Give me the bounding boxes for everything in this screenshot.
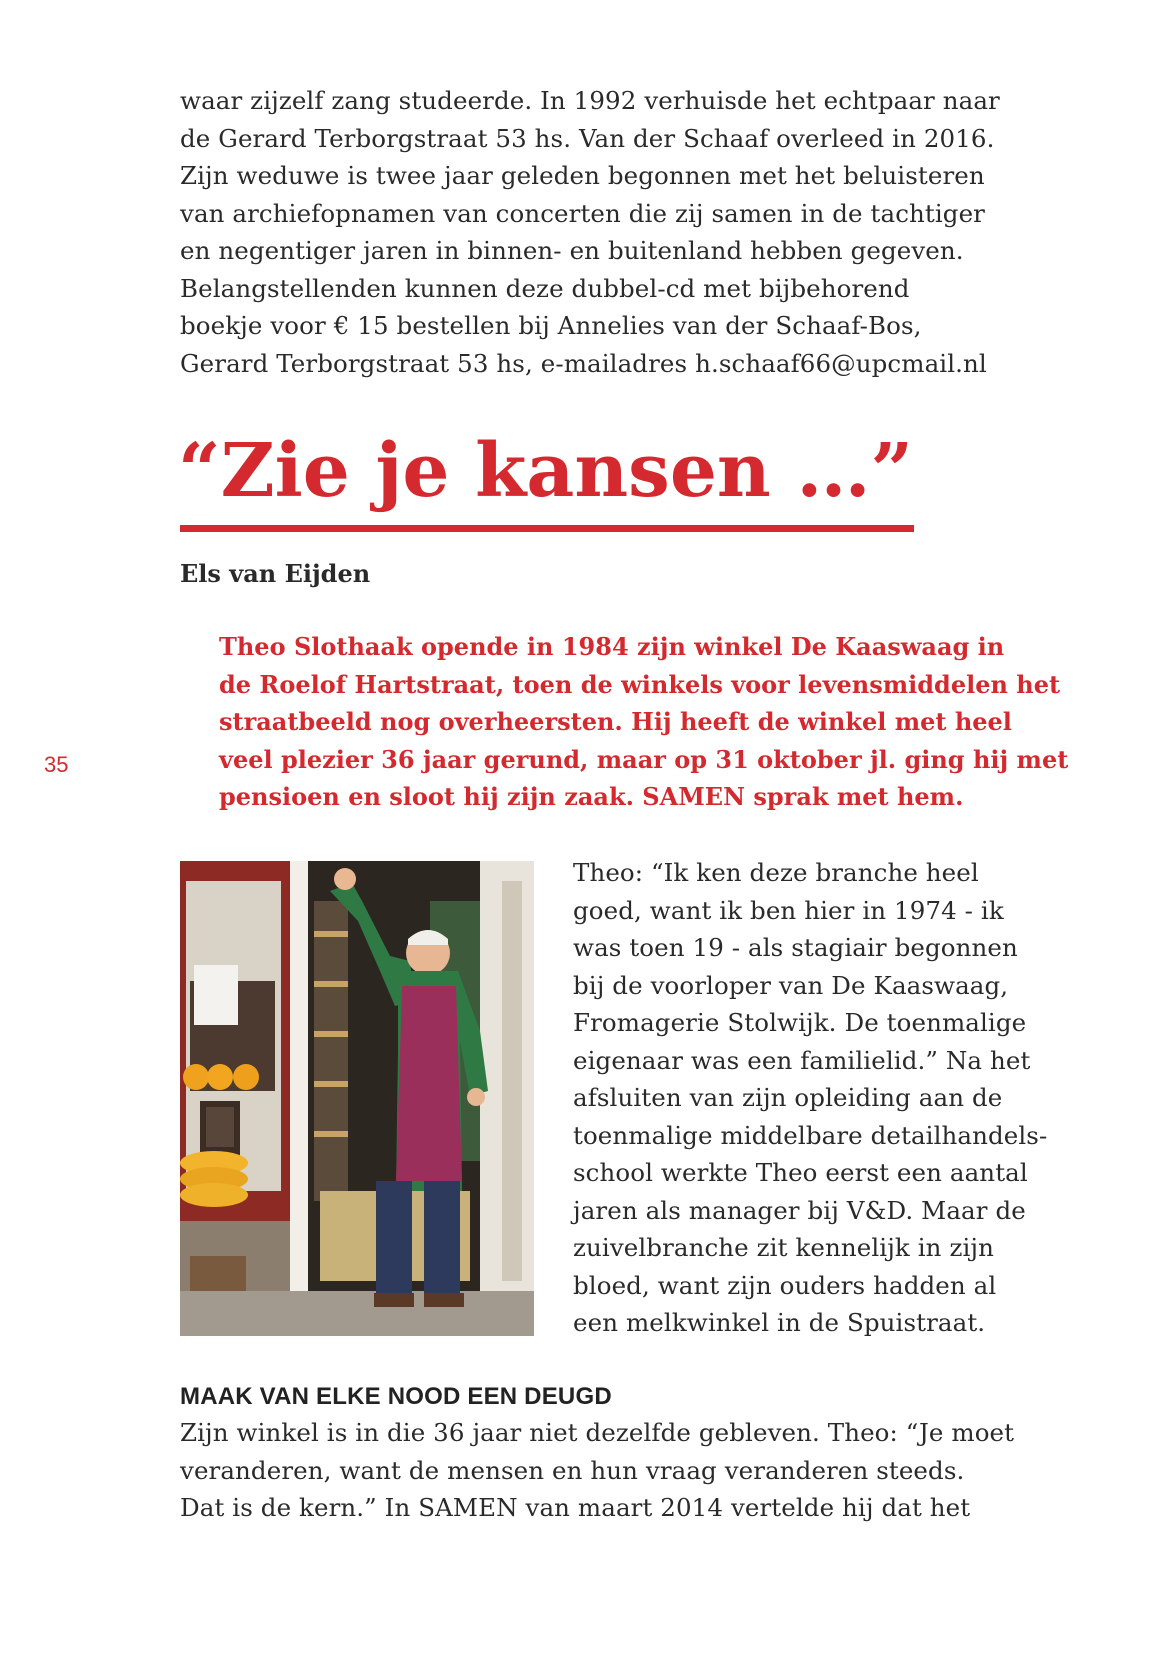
text-line: Theo: “Ik ken deze branche heel	[573, 858, 979, 887]
text-line: Dat is de kern.” In SAMEN van maart 2014 vertelde hij dat het	[180, 1493, 971, 1522]
text-line: Zijn winkel is in die 36 jaar niet dezelfde gebleven. Theo: “Je moet	[180, 1418, 1015, 1447]
shop-owner-photo	[180, 861, 534, 1336]
lead-line: Theo Slothaak opende in 1984 zijn winkel De Kaaswaag in	[219, 632, 1005, 661]
lead-paragraph	[219, 628, 1119, 816]
article-author: Els van Eijden	[180, 559, 371, 588]
text-line: Fromagerie Stolwijk. De toenmalige	[573, 1008, 1027, 1037]
text-line: de Gerard Terborgstraat 53 hs. Van der Schaaf overleed in 2016.	[180, 123, 995, 153]
text-line: boekje voor € 15 bestellen bij Annelies van der Schaaf-Bos,	[180, 311, 922, 340]
lead-line: straatbeeld nog overheersten. Hij heeft de winkel met heel	[219, 707, 1012, 736]
text-line: afsluiten van zijn opleiding aan de	[573, 1083, 1003, 1112]
text-line: Zijn weduwe is twee jaar geleden begonnen met het beluisteren	[180, 161, 985, 190]
text-line: bloed, want zijn ouders hadden al	[573, 1270, 997, 1300]
text-line: een melkwinkel in de Spuistraat.	[573, 1308, 986, 1337]
text-line: Gerard Terborgstraat 53 hs, e-mailadres h.schaaf66@upcmail.nl	[180, 348, 987, 378]
text-line: bij de voorloper van De Kaaswaag,	[573, 970, 1009, 1000]
text-line: zuivelbranche zit kennelijk in zijn	[573, 1233, 994, 1262]
lead-line: pensioen en sloot hij zijn zaak. SAMEN sprak met hem.	[219, 782, 964, 811]
text-line: eigenaar was een familielid.” Na het	[573, 1045, 1031, 1075]
text-line: school werkte Theo eerst een aantal	[573, 1158, 1028, 1187]
section-paragraph	[180, 1414, 1080, 1527]
lead-line: veel plezier 36 jaar gerund, maar op 31 oktober jl. ging hij met	[219, 744, 1069, 774]
text-line: jaren als manager bij V&D. Maar de	[573, 1195, 1026, 1225]
text-line: toenmalige middelbare detailhandels-	[573, 1120, 1048, 1150]
text-line: waar zijzelf zang studeerde. In 1992 verhuisde het echtpaar naar	[180, 86, 1000, 115]
page-number: 35	[44, 752, 69, 777]
text-line: veranderen, want de mensen en hun vraag veranderen steeds.	[180, 1455, 965, 1485]
photo-column-text	[573, 854, 1048, 1342]
title-underline	[180, 525, 914, 532]
text-line: was toen 19 - als stagiair begonnen	[573, 933, 1018, 962]
text-line: van archiefopnamen van concerten die zij samen in de tachtiger	[180, 198, 985, 228]
lead-line: de Roelof Hartstraat, toen de winkels voor levensmiddelen het	[219, 669, 1061, 699]
intro-paragraph	[180, 82, 1060, 382]
article-title: “Zie je kansen …”	[178, 428, 914, 514]
section-heading: MAAK VAN ELKE NOOD EEN DEUGD	[180, 1383, 612, 1410]
text-line: en negentiger jaren in binnen- en buitenland hebben gegeven.	[180, 236, 964, 265]
text-line: goed, want ik ben hier in 1974 - ik	[573, 895, 1004, 925]
text-line: Belangstellenden kunnen deze dubbel-cd met bijbehorend	[180, 273, 910, 303]
